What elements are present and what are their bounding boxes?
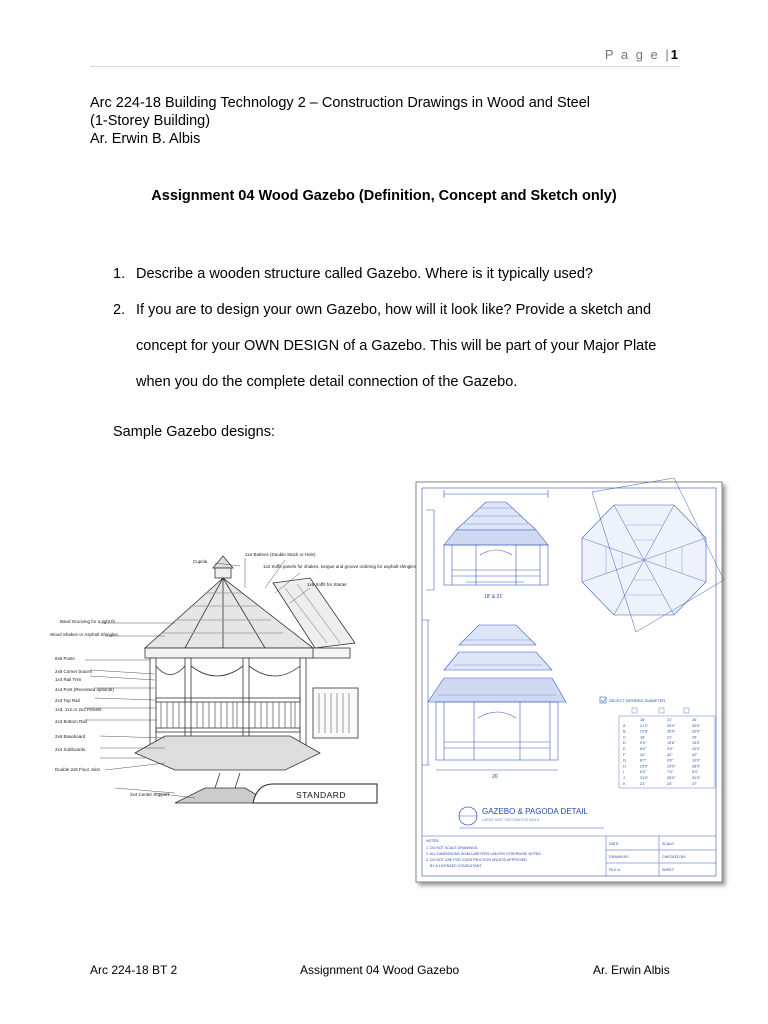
table-cell: 8'0" <box>640 747 647 751</box>
table-cell: E <box>623 747 626 751</box>
table-cell: 10'6" <box>667 741 676 746</box>
table-cell: 13'0" <box>692 741 701 746</box>
callout: 2x3 Bottom Rail <box>55 719 87 724</box>
callout: 2x4 Center Support <box>130 792 170 797</box>
sample-label: Sample Gazebo designs: <box>113 424 276 440</box>
gazebo-detail-sheet <box>414 480 730 892</box>
table-cell: 20'0" <box>640 764 649 769</box>
callout: 6x6 Posts <box>55 656 75 661</box>
callout: Wood Shakes or Asphalt Shingles <box>50 632 118 637</box>
question-text: concept for your OWN DESIGN of a Gazebo. This will be part of your Major Plate <box>136 338 657 354</box>
table-cell: F <box>623 752 626 757</box>
table-cell: A <box>623 723 626 728</box>
question-text: If you are to design your own Gazebo, how will it look like? Provide a sketch and <box>136 302 652 318</box>
question-number: 1. <box>113 266 126 282</box>
callout: Cupola <box>193 559 208 564</box>
table-cell: 21' <box>640 781 645 786</box>
footer-author: Ar. Erwin Albis <box>593 963 670 977</box>
note: 2. ALL DIMENSIONS IN MILLIMETERS UNLESS OTHERWISE NOTED. <box>426 852 543 856</box>
table-cell: H <box>623 764 626 769</box>
callout: 4x4 Post (Recessed optional) <box>55 687 114 692</box>
table-cell: 42" <box>640 752 646 757</box>
table-cell: 42" <box>667 752 673 757</box>
page-number-header <box>605 47 678 62</box>
dimension-top: 18' & 21' <box>484 594 504 600</box>
callout: 2x3 Top Rail <box>55 698 80 703</box>
title-block-field: CHECKED BY: <box>662 855 687 859</box>
table-cell: 6'0" <box>640 770 647 775</box>
notes-header: NOTES: <box>426 839 440 843</box>
table-cell: 9'0" <box>667 758 674 763</box>
course-subtitle: (1-Storey Building) <box>90 113 211 129</box>
table-cell: 22'8" <box>640 729 649 734</box>
callout: 1x3, 1x2 or 2x2 Pickets <box>55 707 102 712</box>
table-cell: 24' <box>667 781 672 786</box>
table-cell: J <box>623 776 625 780</box>
title-block-field: DRAWN BY: <box>609 855 630 859</box>
table-cell: 25'0" <box>667 723 676 728</box>
table-cell: 25'0" <box>667 776 676 780</box>
table-cell: 23'0" <box>667 764 676 769</box>
title-block-field: SHEET: <box>662 868 675 872</box>
callout: Band Grooving for a tight fit <box>60 619 115 624</box>
table-cell: 21'0" <box>640 776 649 780</box>
table-cell: 8'7" <box>640 758 647 763</box>
callout: 1x2 Soffit panels for shakes, tongue and groove ordering for asphalt shingles <box>263 564 417 569</box>
page-number: 1 <box>670 47 678 62</box>
course-info <box>90 94 590 148</box>
callout: 2x4 Subboards <box>55 747 86 752</box>
table-header-cell: 26' <box>692 718 697 722</box>
table-cell: 30'6" <box>692 723 701 728</box>
title-block-field: FILE #: <box>609 868 621 872</box>
course-title: Arc 224-18 Building Technology 2 – Construction Drawings in Wood and Steel <box>90 95 591 111</box>
callout: 1x4 Rail Trim <box>55 677 82 682</box>
select-diameter-label: SELECT DESIRED DIAMETER <box>609 698 666 703</box>
table-cell: 42" <box>692 752 698 757</box>
standard-label: STANDARD <box>295 790 347 800</box>
sheet-subtitle: LARGE SIZE / DECORATIVE RAILS <box>482 818 540 822</box>
note: BY A LICENSED CONSULTANT. <box>430 864 483 868</box>
table-cell: 21'2" <box>640 723 649 728</box>
table-cell: 28'0" <box>692 764 701 769</box>
table-cell: 27' <box>692 781 697 786</box>
table-cell: 21' <box>667 735 672 740</box>
table-cell: 26'0" <box>667 729 676 734</box>
instructor-name: Ar. Erwin B. Albis <box>90 131 201 147</box>
callout: 2x8 Corner braces <box>55 669 93 674</box>
table-cell: 9'0" <box>667 747 674 751</box>
table-cell: 32'0" <box>692 729 701 734</box>
table-cell: 7'0" <box>667 770 674 775</box>
question-number: 2. <box>113 302 126 318</box>
footer-course: Arc 224-18 BT 2 <box>90 963 178 977</box>
dimension-bottom: 26' <box>492 774 499 780</box>
callout: 1x4 Battens (Double Stack or Hole) <box>245 552 316 557</box>
table-cell: I <box>623 770 625 775</box>
table-cell: D <box>623 741 626 746</box>
table-header-cell: 21' <box>667 718 672 722</box>
callout: 2x6 Baseboard <box>55 734 86 739</box>
table-cell: 9'0" <box>640 741 647 746</box>
note: 3. DO NOT USE FOR CONSTRUCTION UNLESS APPROVED <box>426 858 527 862</box>
question-text: Describe a wooden structure called Gazebo. Where is it typically used? <box>136 266 593 282</box>
page-label: P a g e | <box>604 47 671 62</box>
table-cell: K <box>623 781 626 786</box>
footer-assignment: Assignment 04 Wood Gazebo <box>300 963 460 977</box>
standard-tag <box>253 784 377 803</box>
question-text: when you do the complete detail connection of the Gazebo. <box>136 374 518 390</box>
callout: 1x6 Soffit for Starter <box>307 582 347 587</box>
title-block-field: SCALE: <box>662 842 675 846</box>
header-rule <box>90 66 680 67</box>
table-cell: C <box>623 735 626 740</box>
gazebo-cutaway-figure <box>45 548 417 813</box>
note: 1. DO NOT SCALE DRAWINGS. <box>426 846 479 850</box>
table-cell: 10'0" <box>692 758 701 763</box>
callout: Double 2x6 Floor Joist <box>55 767 100 772</box>
title-block-field: DATE: <box>609 842 620 846</box>
table-cell: 18' <box>640 735 645 740</box>
table-cell: 26' <box>692 735 697 740</box>
table-header-cell: 18' <box>640 718 645 722</box>
table-cell: 31'0" <box>692 776 701 780</box>
sheet-title: GAZEBO & PAGODA DETAIL <box>482 807 588 816</box>
table-cell: G <box>623 758 626 763</box>
assignment-title: Assignment 04 Wood Gazebo (Definition, Concept and Sketch only) <box>151 188 617 204</box>
table-cell: 10'0" <box>692 747 701 751</box>
table-cell: 8'0" <box>692 770 699 775</box>
table-cell: B <box>623 729 626 734</box>
